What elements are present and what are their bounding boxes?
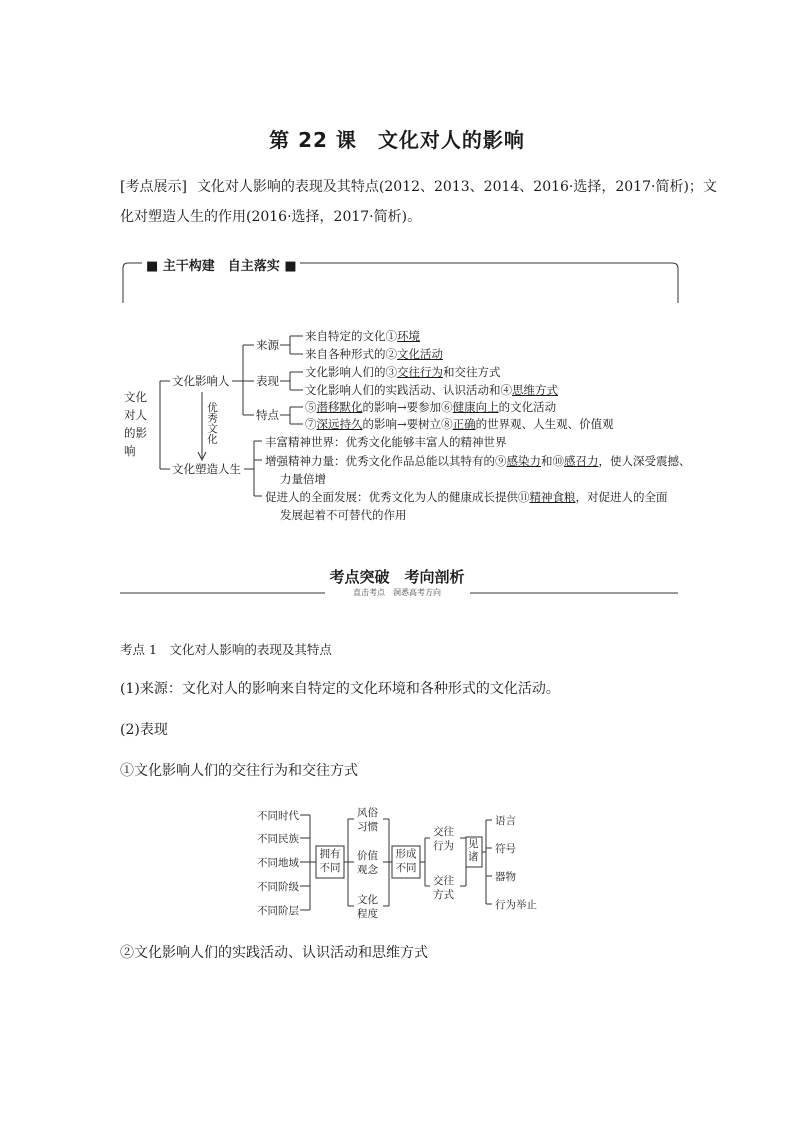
exam-points-tag: [考点展示] <box>120 179 187 195</box>
diagram-mid-item: 文化 程度 <box>357 894 378 920</box>
answer-blank: 健康向上 <box>452 400 499 414</box>
branch-influence: 文化影响人 <box>172 374 230 388</box>
expression-item: 文化影响人们的③交往行为和交往方式 <box>305 365 501 379</box>
label-feature: 特点 <box>256 408 279 422</box>
diagram-right-item: 交往 行为 <box>433 826 454 852</box>
feature-item: ⑦深远持久的影响→要树立⑧正确的世界观、人生观、价值观 <box>305 417 614 431</box>
shape-item: 增强精神力量：优秀文化作品总能以其特有的⑨感染力和⑩感召力，使人深受震撼、 <box>265 454 691 468</box>
answer-blank: 深远持久 <box>316 417 363 431</box>
diagram-right-item: 交往 方式 <box>433 875 454 901</box>
root-line: 文化 <box>124 390 147 404</box>
paragraph-expression: (2)表现 <box>120 722 168 738</box>
root-line: 的影 <box>124 426 147 440</box>
diagram-seen: 见 诸 <box>468 838 479 863</box>
exam-points-line2: 化对塑造人生的作用(2016·选择，2017·简析)。 <box>120 209 422 225</box>
paragraph-item-2: ②文化影响人们的实践活动、认识活动和思维方式 <box>120 945 428 961</box>
feature-item: ⑤潜移默化的影响→要参加⑥健康向上的文化活动 <box>305 400 557 414</box>
diagram-mid-item: 风俗 习惯 <box>357 807 378 833</box>
lesson-title: 第 22 课 文化对人的影响 <box>269 128 525 152</box>
answer-blank: 潜移默化 <box>316 400 363 414</box>
answer-blank: 精神食粮 <box>529 490 576 504</box>
diagram-end-item: 行为举止 <box>495 899 537 911</box>
diagram-left-item: 不同阶层 <box>257 905 299 917</box>
diagram-form: 形成 不同 <box>395 848 417 874</box>
answer-blank: 感召力 <box>564 454 599 468</box>
expression-item: 文化影响人们的实践活动、认识活动和④思维方式 <box>305 383 558 397</box>
diagram-mid-item: 价值 观念 <box>357 850 378 876</box>
exam-points-text-1: 文化对人影响的表现及其特点(2012、2013、2014、2016·选择，2017·简析)；文 <box>196 179 717 195</box>
paragraph-item-1: ①文化影响人们的交往行为和交往方式 <box>120 763 358 779</box>
shape-item: 丰富精神世界：优秀文化能够丰富人的精神世界 <box>265 435 507 449</box>
diagram-end-item: 符号 <box>495 843 516 855</box>
root-line: 响 <box>124 444 136 458</box>
section2-heading: 考点突破 考向剖析 <box>329 568 465 586</box>
arrow-label: 优秀文化 <box>206 402 218 444</box>
diagram-end-item: 器物 <box>495 871 516 883</box>
label-expression: 表现 <box>256 374 279 388</box>
answer-blank: 正确 <box>452 417 476 431</box>
diagram-left-item: 不同时代 <box>257 810 299 822</box>
diagram-have: 拥有 不同 <box>319 848 341 874</box>
diagram-left-item: 不同民族 <box>257 833 299 845</box>
answer-blank: 感染力 <box>506 454 541 468</box>
answer-blank: 文化活动 <box>397 347 443 361</box>
answer-blank: 环境 <box>397 329 420 343</box>
section1-heading: ■ 主干构建 自主落实 ■ <box>146 259 297 274</box>
source-item: 来自各种形式的②文化活动 <box>305 347 443 361</box>
label-source: 来源 <box>256 338 279 352</box>
answer-blank: 交往行为 <box>397 365 443 379</box>
answer-blank: 思维方式 <box>512 383 558 397</box>
shape-item: 促进人的全面发展：优秀文化为人的健康成长提供⑪精神食粮，对促进人的全面 <box>265 490 668 504</box>
diagram-left-item: 不同地域 <box>257 857 299 869</box>
section2-sub: 直击考点 洞悉高考方向 <box>353 588 441 597</box>
shape-item-cont: 力量倍增 <box>280 472 326 486</box>
diagram-end-item: 语言 <box>495 815 516 827</box>
paragraph-source: (1)来源：文化对人的影响来自特定的文化环境和各种形式的文化活动。 <box>120 681 560 697</box>
root-line: 对人 <box>124 408 147 422</box>
diagram-left-item: 不同阶级 <box>257 881 299 893</box>
point1-title: 考点 1 文化对人影响的表现及其特点 <box>120 642 332 657</box>
branch-shape-life: 文化塑造人生 <box>172 462 241 476</box>
source-item: 来自特定的文化①环境 <box>305 329 420 343</box>
shape-item-cont: 发展起着不可替代的作用 <box>280 508 407 522</box>
